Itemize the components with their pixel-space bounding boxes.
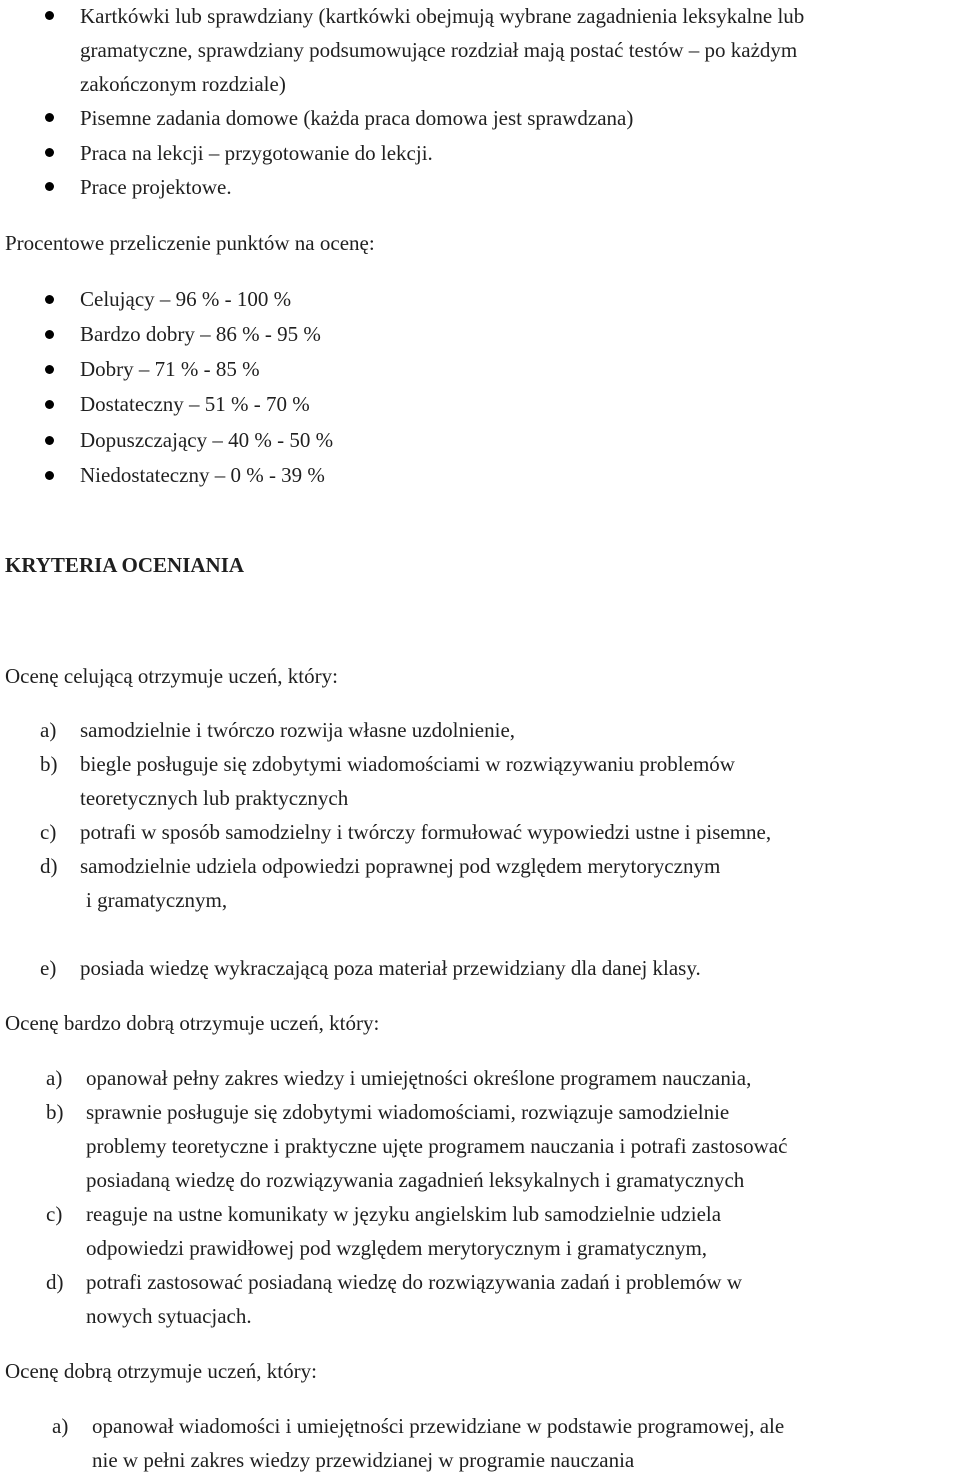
list-letter: c) (40, 820, 57, 844)
grade-range-item: Celujący – 96 % - 100 % (80, 287, 292, 311)
bullet-icon (45, 471, 54, 480)
percent-scale-heading: Procentowe przeliczenie punktów na ocenę: (5, 231, 375, 255)
grade-range-item: Dobry – 71 % - 85 % (80, 357, 260, 381)
bullet-icon (45, 182, 54, 191)
bullet-icon (45, 436, 54, 445)
list-item-line: Kartkówki lub sprawdziany (kartkówki obejmują wybrane zagadnienia leksykalne lub (80, 4, 805, 28)
criterion-line: nowych sytuacjach. (86, 1304, 252, 1328)
bullet-icon (45, 113, 54, 122)
criterion-line: potrafi zastosować posiadaną wiedzę do rozwiązywania zadań i problemów w (86, 1270, 742, 1294)
list-item-line: Praca na lekcji – przygotowanie do lekcji. (80, 141, 433, 165)
grade-range-item: Bardzo dobry – 86 % - 95 % (80, 322, 321, 346)
criterion-line: odpowiedzi prawidłowej pod względem merytorycznym i gramatycznym, (86, 1236, 708, 1260)
criterion-line: posiada wiedzę wykraczającą poza materiał przewidziany dla danej klasy. (80, 956, 701, 980)
list-letter: b) (40, 752, 58, 776)
criterion-line: opanował wiadomości i umiejętności przewidziane w podstawie programowej, ale (92, 1414, 785, 1438)
bullet-icon (45, 330, 54, 339)
list-letter: a) (52, 1414, 69, 1438)
grade-celujaca-heading: Ocenę celującą otrzymuje uczeń, który: (5, 664, 338, 688)
bullet-icon (45, 295, 54, 304)
criterion-line: i gramatycznym, (86, 888, 228, 912)
list-letter: d) (40, 854, 58, 878)
grade-dobra-heading: Ocenę dobrą otrzymuje uczeń, który: (5, 1359, 317, 1383)
grade-range-item: Dostateczny – 51 % - 70 % (80, 392, 310, 416)
grade-bardzo-dobra-heading: Ocenę bardzo dobrą otrzymuje uczeń, który: (5, 1011, 380, 1035)
criterion-line: opanował pełny zakres wiedzy i umiejętności określone programem nauczania, (86, 1066, 752, 1090)
list-item-line: Prace projektowe. (80, 175, 232, 199)
criterion-line: potrafi w sposób samodzielny i twórczy formułować wypowiedzi ustne i pisemne, (80, 820, 772, 844)
grade-range-item: Niedostateczny – 0 % - 39 % (80, 463, 325, 487)
bullet-icon (45, 11, 54, 20)
list-letter: b) (46, 1100, 64, 1124)
criterion-line: teoretycznych lub praktycznych (80, 786, 349, 810)
criterion-line: sprawnie posługuje się zdobytymi wiadomościami, rozwiązuje samodzielnie (86, 1100, 730, 1124)
list-letter: d) (46, 1270, 64, 1294)
criteria-title: KRYTERIA OCENIANIA (5, 553, 245, 577)
list-letter: e) (40, 956, 57, 980)
list-item-line: Pisemne zadania domowe (każda praca domowa jest sprawdzana) (80, 106, 634, 130)
criterion-line: posiadaną wiedzę do rozwiązywania zagadnień leksykalnych i gramatycznych (86, 1168, 745, 1192)
bullet-icon (45, 148, 54, 157)
criterion-line: samodzielnie i twórczo rozwija własne uzdolnienie, (80, 718, 516, 742)
list-item-line: gramatyczne, sprawdziany podsumowujące rozdział mają postać testów – po każdym (80, 38, 798, 62)
criterion-line: nie w pełni zakres wiedzy przewidzianej w programie nauczania (92, 1448, 635, 1472)
list-letter: a) (46, 1066, 63, 1090)
criterion-line: samodzielnie udziela odpowiedzi poprawnej pod względem merytorycznym (80, 854, 721, 878)
grade-range-item: Dopuszczający – 40 % - 50 % (80, 428, 334, 452)
criterion-line: problemy teoretyczne i praktyczne ujęte programem nauczania i potrafi zastosować (86, 1134, 788, 1158)
list-item-line: zakończonym rozdziale) (80, 72, 286, 96)
criterion-line: biegle posługuje się zdobytymi wiadomościami w rozwiązywaniu problemów (80, 752, 735, 776)
criterion-line: reaguje na ustne komunikaty w języku angielskim lub samodzielnie udziela (86, 1202, 722, 1226)
bullet-icon (45, 400, 54, 409)
list-letter: c) (46, 1202, 63, 1226)
list-letter: a) (40, 718, 57, 742)
bullet-icon (45, 365, 54, 374)
